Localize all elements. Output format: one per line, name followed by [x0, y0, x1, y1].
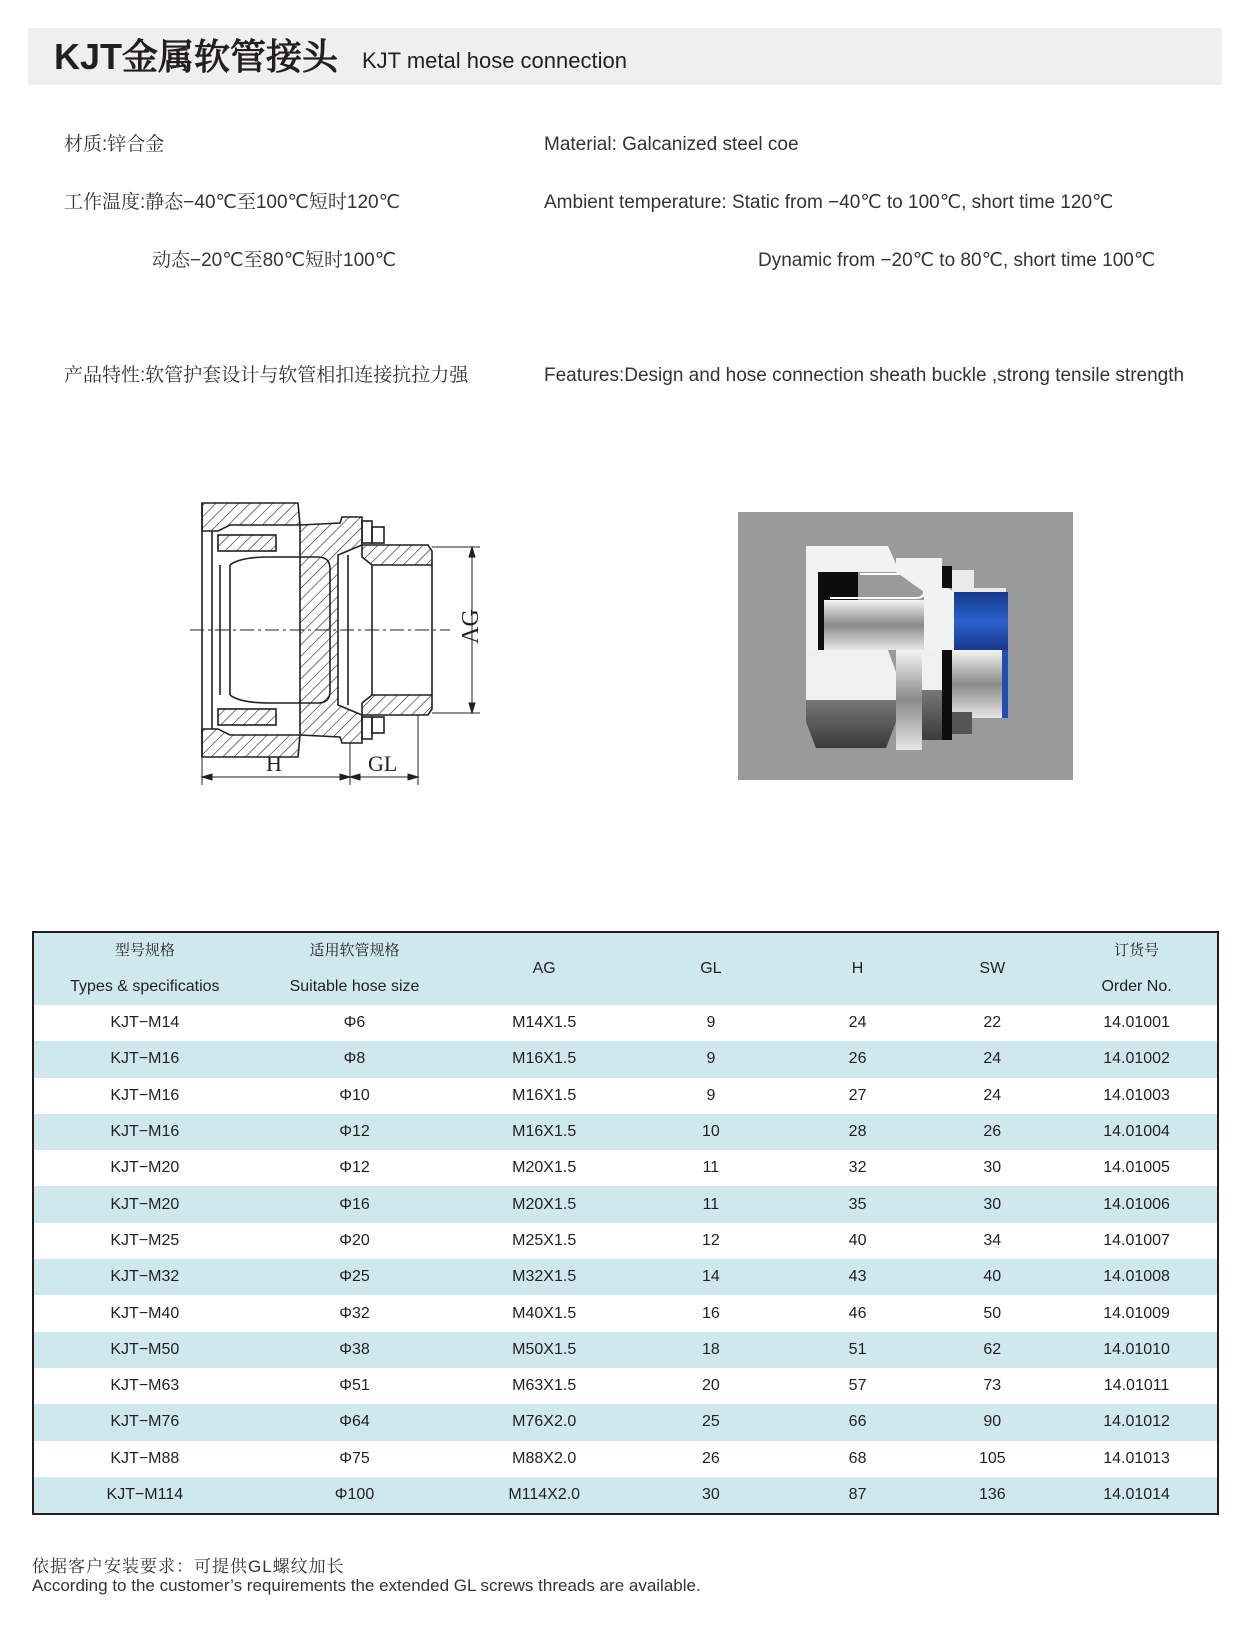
- cell-order: 14.01004: [1056, 1114, 1218, 1150]
- technical-drawing: [190, 495, 510, 795]
- cell-order: 14.01002: [1056, 1041, 1218, 1077]
- cell-order: 14.01014: [1056, 1477, 1218, 1514]
- cell-hose: Φ10: [256, 1078, 454, 1114]
- cell-ag: M20X1.5: [453, 1150, 635, 1186]
- cell-ag: M50X1.5: [453, 1332, 635, 1368]
- features-en: Features:Design and hose connection sheath buckle ,strong tensile strength: [544, 365, 1185, 386]
- cell-sw: 105: [928, 1441, 1056, 1477]
- cell-type: KJT−M16: [33, 1041, 256, 1077]
- cell-sw: 136: [928, 1477, 1056, 1514]
- cell-sw: 90: [928, 1404, 1056, 1440]
- footer-note-en: According to the customer’s requirements the extended GL screws threads are available.: [32, 1576, 701, 1595]
- cell-gl: 11: [635, 1150, 787, 1186]
- cell-h: 57: [787, 1368, 929, 1404]
- table-row: [33, 1368, 1218, 1404]
- cell-h: 68: [787, 1441, 929, 1477]
- cell-type: KJT−M14: [33, 1005, 256, 1041]
- cell-type: KJT−M16: [33, 1114, 256, 1150]
- header-h: H: [787, 932, 929, 1005]
- cell-ag: M16X1.5: [453, 1041, 635, 1077]
- dimension-label-h: H: [266, 751, 282, 776]
- cell-type: KJT−M16: [33, 1078, 256, 1114]
- table-row: [33, 1404, 1218, 1440]
- table-row: [33, 1150, 1218, 1186]
- cell-order: 14.01005: [1056, 1150, 1218, 1186]
- cell-sw: 24: [928, 1041, 1056, 1077]
- cell-h: 35: [787, 1186, 929, 1222]
- cell-hose: Φ75: [256, 1441, 454, 1477]
- cell-order: 14.01013: [1056, 1441, 1218, 1477]
- cell-ag: M20X1.5: [453, 1186, 635, 1222]
- cell-sw: 62: [928, 1332, 1056, 1368]
- table-row: [33, 1259, 1218, 1295]
- cell-type: KJT−M20: [33, 1150, 256, 1186]
- cell-order: 14.01008: [1056, 1259, 1218, 1295]
- cell-type: KJT−M25: [33, 1223, 256, 1259]
- cell-hose: Φ6: [256, 1005, 454, 1041]
- cell-order: 14.01010: [1056, 1332, 1218, 1368]
- cell-type: KJT−M114: [33, 1477, 256, 1514]
- cell-gl: 14: [635, 1259, 787, 1295]
- cell-hose: Φ100: [256, 1477, 454, 1514]
- temperature-static-en: Ambient temperature: Static from −40℃ to 100℃, short time 120℃: [544, 192, 1114, 213]
- cell-sw: 22: [928, 1005, 1056, 1041]
- table-row: [33, 1186, 1218, 1222]
- cell-hose: Φ32: [256, 1295, 454, 1331]
- cell-gl: 20: [635, 1368, 787, 1404]
- cell-hose: Φ16: [256, 1186, 454, 1222]
- cell-type: KJT−M50: [33, 1332, 256, 1368]
- cell-sw: 34: [928, 1223, 1056, 1259]
- cell-h: 51: [787, 1332, 929, 1368]
- header-order: 订货号 Order No.: [1056, 932, 1218, 1005]
- table-row: [33, 1005, 1218, 1041]
- header-type: 型号规格 Types & specificatios: [33, 932, 256, 1005]
- cell-gl: 18: [635, 1332, 787, 1368]
- cell-ag: M16X1.5: [453, 1114, 635, 1150]
- cell-type: KJT−M76: [33, 1404, 256, 1440]
- cell-h: 32: [787, 1150, 929, 1186]
- cell-order: 14.01003: [1056, 1078, 1218, 1114]
- cell-ag: M114X2.0: [453, 1477, 635, 1514]
- cell-sw: 50: [928, 1295, 1056, 1331]
- cell-ag: M76X2.0: [453, 1404, 635, 1440]
- cell-ag: M25X1.5: [453, 1223, 635, 1259]
- cell-h: 40: [787, 1223, 929, 1259]
- cell-gl: 11: [635, 1186, 787, 1222]
- cell-gl: 26: [635, 1441, 787, 1477]
- material-en: Material: Galcanized steel coe: [544, 134, 799, 155]
- cell-ag: M40X1.5: [453, 1295, 635, 1331]
- cell-gl: 16: [635, 1295, 787, 1331]
- cell-sw: 26: [928, 1114, 1056, 1150]
- cell-h: 26: [787, 1041, 929, 1077]
- cell-type: KJT−M32: [33, 1259, 256, 1295]
- cell-sw: 30: [928, 1150, 1056, 1186]
- cell-gl: 9: [635, 1005, 787, 1041]
- cell-h: 46: [787, 1295, 929, 1331]
- cell-order: 14.01007: [1056, 1223, 1218, 1259]
- cell-hose: Φ25: [256, 1259, 454, 1295]
- cell-gl: 9: [635, 1041, 787, 1077]
- cell-gl: 30: [635, 1477, 787, 1514]
- cell-ag: M16X1.5: [453, 1078, 635, 1114]
- cell-order: 14.01011: [1056, 1368, 1218, 1404]
- cell-hose: Φ20: [256, 1223, 454, 1259]
- header-gl: GL: [635, 932, 787, 1005]
- cell-type: KJT−M40: [33, 1295, 256, 1331]
- cell-ag: M88X2.0: [453, 1441, 635, 1477]
- cell-h: 27: [787, 1078, 929, 1114]
- cell-sw: 30: [928, 1186, 1056, 1222]
- cell-gl: 25: [635, 1404, 787, 1440]
- cell-type: KJT−M20: [33, 1186, 256, 1222]
- table-header-row: [33, 932, 1218, 1005]
- table-row: [33, 1477, 1218, 1514]
- cell-hose: Φ64: [256, 1404, 454, 1440]
- table-row: [33, 1441, 1218, 1477]
- cell-sw: 73: [928, 1368, 1056, 1404]
- temperature-dynamic-en: Dynamic from −20℃ to 80℃, short time 100℃: [758, 250, 1156, 271]
- cell-hose: Φ51: [256, 1368, 454, 1404]
- cell-ag: M63X1.5: [453, 1368, 635, 1404]
- header-ag: AG: [453, 932, 635, 1005]
- cell-gl: 9: [635, 1078, 787, 1114]
- cell-sw: 40: [928, 1259, 1056, 1295]
- cell-order: 14.01001: [1056, 1005, 1218, 1041]
- specifications-table: [32, 931, 1219, 1515]
- material-cn: 材质:锌合金: [64, 134, 165, 155]
- features-cn: 产品特性:软管护套设计与软管相扣连接抗拉力强: [64, 365, 469, 386]
- table-row: [33, 1223, 1218, 1259]
- table-row: [33, 1332, 1218, 1368]
- cell-order: 14.01006: [1056, 1186, 1218, 1222]
- cell-gl: 10: [635, 1114, 787, 1150]
- cell-hose: Φ12: [256, 1114, 454, 1150]
- product-cutaway-image: [738, 512, 1073, 780]
- cell-h: 43: [787, 1259, 929, 1295]
- temperature-static-cn: 工作温度:静态−40℃至100℃短时120℃: [64, 192, 400, 213]
- footer-note-cn: 依据客户安装要求：可提供GL螺纹加长: [32, 1557, 345, 1576]
- page-title: KJT金属软管接头: [54, 36, 339, 77]
- table-row: [33, 1078, 1218, 1114]
- cell-order: 14.01012: [1056, 1404, 1218, 1440]
- table-row: [33, 1295, 1218, 1331]
- cell-h: 66: [787, 1404, 929, 1440]
- cell-ag: M14X1.5: [453, 1005, 635, 1041]
- cell-h: 28: [787, 1114, 929, 1150]
- dimension-label-gl: GL: [368, 751, 398, 776]
- cell-hose: Φ38: [256, 1332, 454, 1368]
- cell-type: KJT−M63: [33, 1368, 256, 1404]
- page-subtitle: KJT metal hose connection: [362, 48, 627, 73]
- cell-h: 24: [787, 1005, 929, 1041]
- cell-hose: Φ8: [256, 1041, 454, 1077]
- cell-type: KJT−M88: [33, 1441, 256, 1477]
- cell-h: 87: [787, 1477, 929, 1514]
- header-hose: 适用软管规格 Suitable hose size: [256, 932, 454, 1005]
- cell-sw: 24: [928, 1078, 1056, 1114]
- header-sw: SW: [928, 932, 1056, 1005]
- temperature-dynamic-cn: 动态−20℃至80℃短时100℃: [152, 250, 397, 271]
- cell-hose: Φ12: [256, 1150, 454, 1186]
- dimension-label-ag: AG: [457, 609, 484, 644]
- table-row: [33, 1114, 1218, 1150]
- table-row: [33, 1041, 1218, 1077]
- cell-ag: M32X1.5: [453, 1259, 635, 1295]
- cell-order: 14.01009: [1056, 1295, 1218, 1331]
- cell-gl: 12: [635, 1223, 787, 1259]
